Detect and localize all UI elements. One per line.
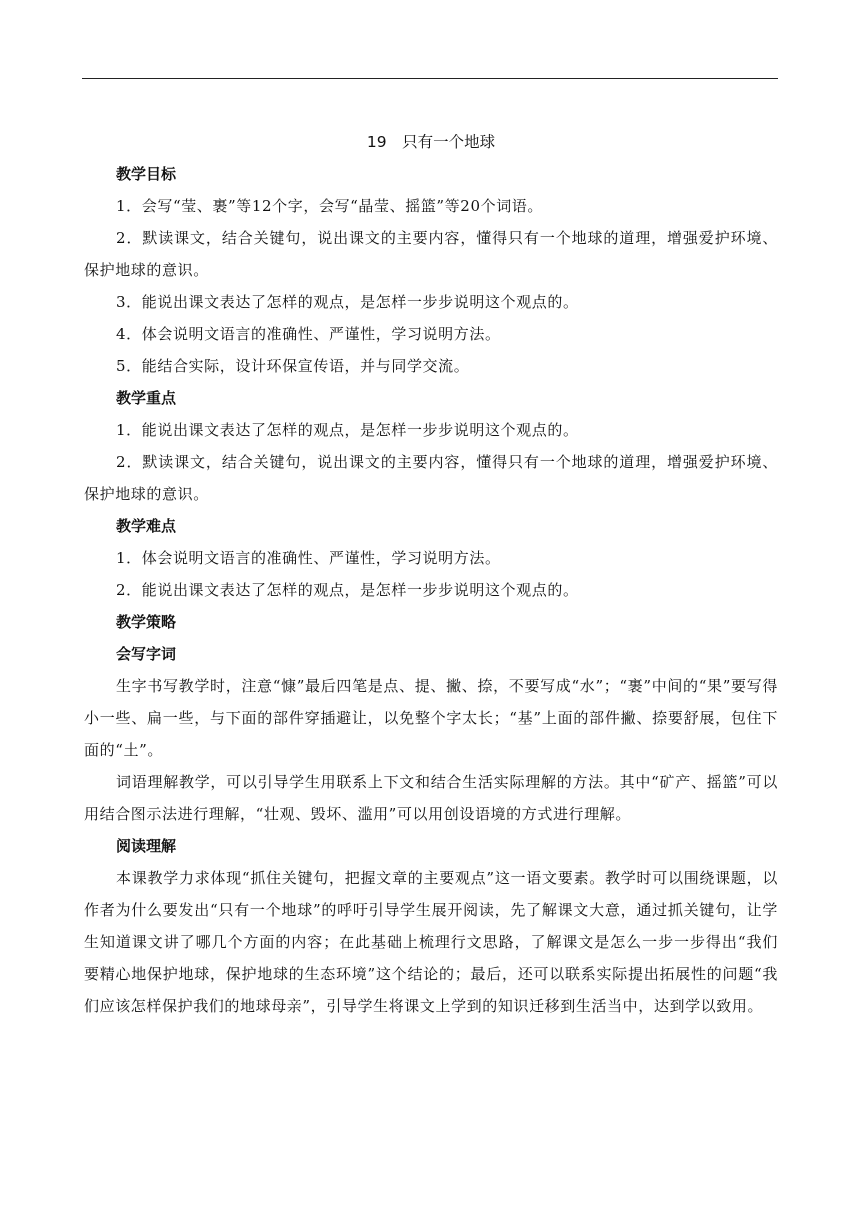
difficulty-item-1: 1．体会说明文语言的准确性、严谨性，学习说明方法。 [116,549,501,567]
document-body [84,126,778,1022]
goal-item-2: 2．默读课文，结合关键句，说出课文的主要内容，懂得只有一个地球的道理，增强爱护环境、保护地球的意识。 [84,229,778,279]
difficulty-item-2: 2．能说出课文表达了怎样的观点，是怎样一步步说明这个观点的。 [116,581,579,599]
writing-paragraph-1: 生字书写教学时，注意“慷”最后四笔是点、提、撇、捺，不要写成“水”；“裹”中间的“果”要写得小一些、扁一些，与下面的部件穿插避让，以免整个字太长；“基”上面的部件撇、捺要舒展，包住下面的“土”。 [84,677,778,759]
subheading-reading: 阅读理解 [116,837,177,855]
writing-paragraph-2: 词语理解教学，可以引导学生用联系上下文和结合生活实际理解的方法。其中“矿产、摇篮”可以用结合图示法进行理解，“壮观、毁坏、滥用”可以用创设语境的方式进行理解。 [84,773,778,823]
header-rule [82,78,778,79]
key-point-item-1: 1．能说出课文表达了怎样的观点，是怎样一步步说明这个观点的。 [116,421,579,439]
goal-item-4: 4．体会说明文语言的准确性、严谨性，学习说明方法。 [116,325,501,343]
heading-difficulties: 教学难点 [116,517,177,535]
key-point-item-2: 2．默读课文，结合关键句，说出课文的主要内容，懂得只有一个地球的道理，增强爱护环境、保护地球的意识。 [84,453,778,503]
heading-strategy: 教学策略 [116,613,177,631]
subheading-writing: 会写字词 [116,645,177,663]
reading-paragraph-1: 本课教学力求体现“抓住关键句，把握文章的主要观点”这一语文要素。教学时可以围绕课题，以作者为什么要发出“只有一个地球”的呼吁引导学生展开阅读，先了解课文大意，通过抓关键句，让学生知道课文讲了哪几个方面的内容；在此基础上梳理行文思路，了解课文是怎么一步一步得出“我们要精心地保护地球，保护地球的生态环境”这个结论的；最后，还可以联系实际提出拓展性的问题“我们应该怎样保护我们的地球母亲”，引导学生将课文上学到的知识迁移到生活当中，达到学以致用。 [84,869,778,1015]
goal-item-1: 1．会写“莹、裹”等12个字，会写“晶莹、摇篮”等20个词语。 [116,197,543,215]
heading-teaching-goals: 教学目标 [116,165,177,183]
goal-item-3: 3．能说出课文表达了怎样的观点，是怎样一步步说明这个观点的。 [116,293,579,311]
goal-item-5: 5．能结合实际，设计环保宣传语，并与同学交流。 [116,357,470,375]
lesson-title: 19 只有一个地球 [366,133,496,151]
heading-key-points: 教学重点 [116,389,177,407]
